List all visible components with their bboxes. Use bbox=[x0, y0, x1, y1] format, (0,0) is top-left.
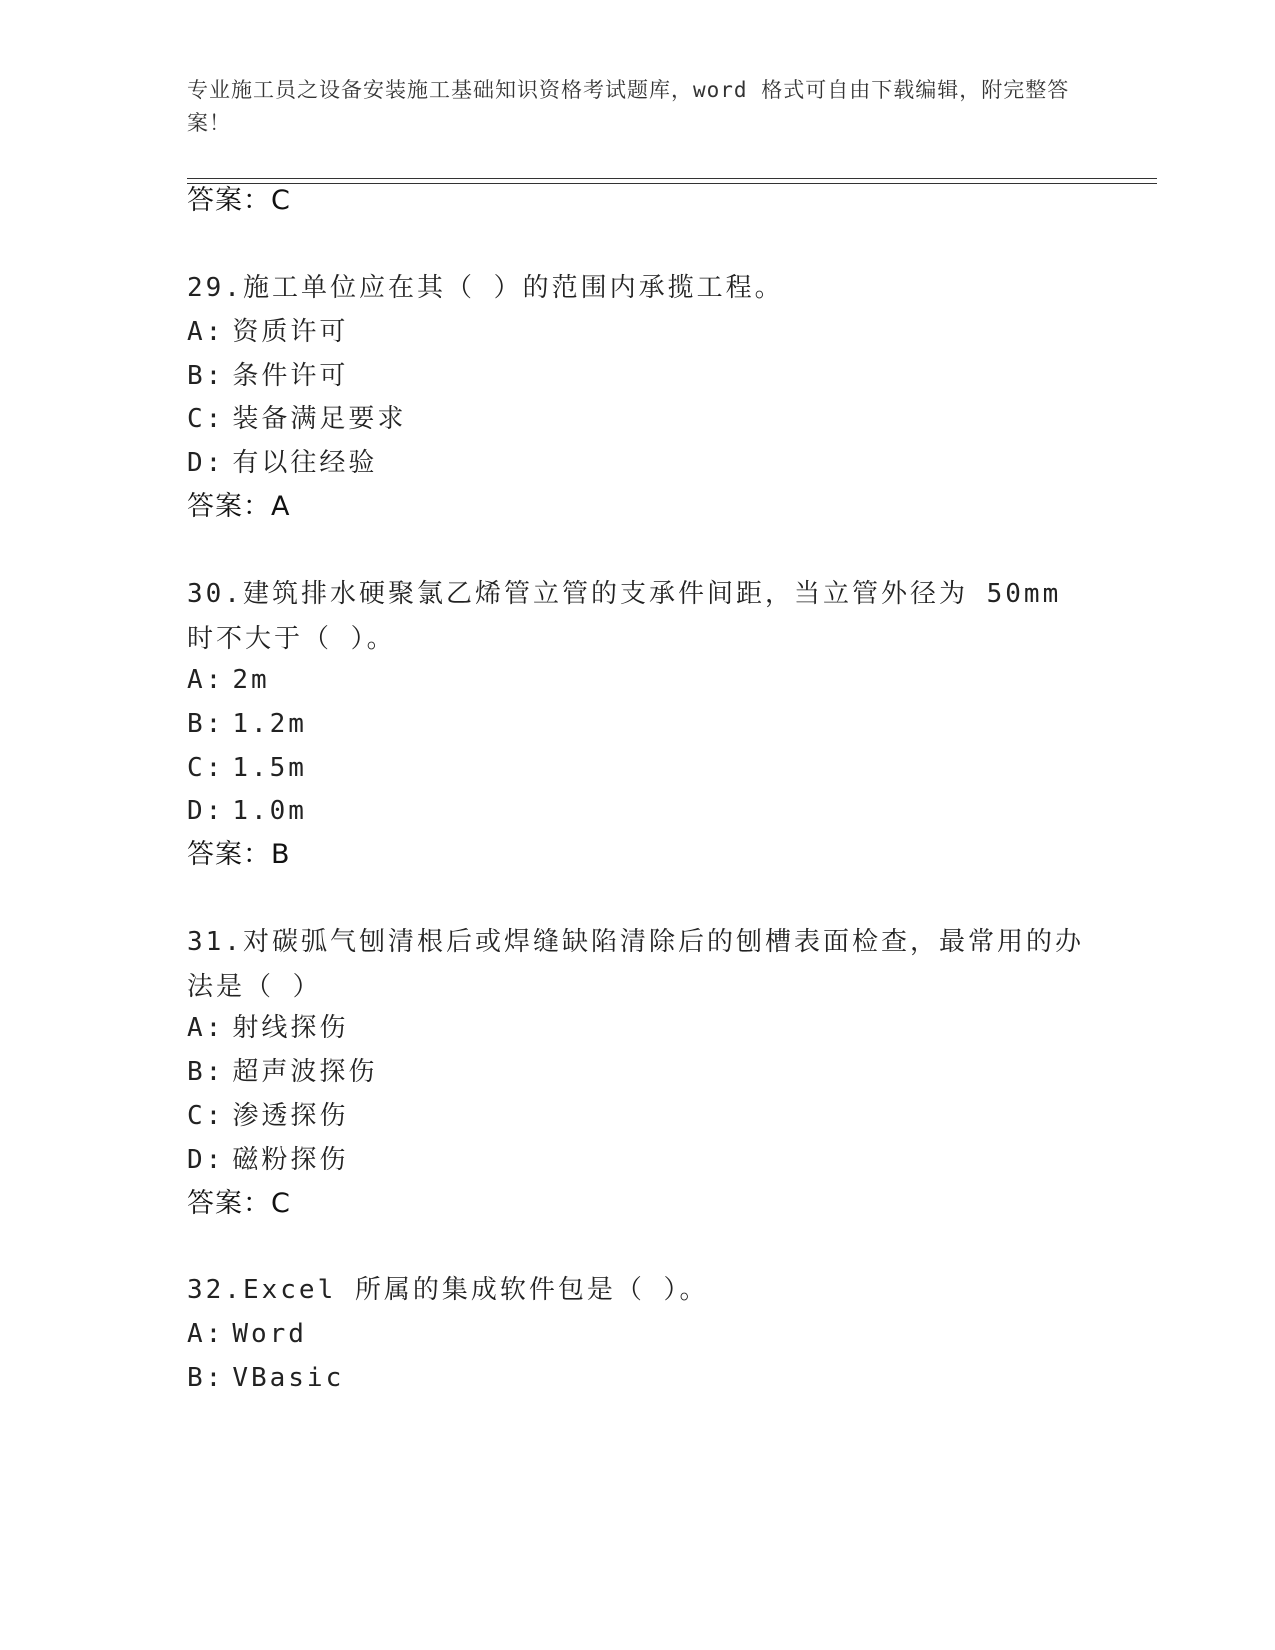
question-29-answer: 答案：A bbox=[187, 491, 291, 522]
header-divider-top bbox=[187, 178, 1157, 179]
header-divider-bottom bbox=[187, 183, 1157, 184]
document-page bbox=[187, 0, 1157, 1650]
previous-answer: 答案：C bbox=[187, 185, 291, 216]
document-header: 专业施工员之设备安装施工基础知识资格考试题库，word 格式可自由下载编辑，附完整答案！ bbox=[187, 78, 1070, 135]
question-30-option-a: A: 2m bbox=[187, 665, 270, 695]
question-32-option-b: B: VBasic bbox=[187, 1363, 345, 1393]
question-29-stem: 29.施工单位应在其（ ）的范围内承揽工程。 bbox=[187, 273, 784, 303]
question-31-stem: 31.对碳弧气刨清根后或焊缝缺陷清除后的刨槽表面检查，最常用的办法是（ ） bbox=[187, 927, 1084, 1002]
question-31-option-a: A: 射线探伤 bbox=[187, 1013, 349, 1043]
question-30-stem: 30.建筑排水硬聚氯乙烯管立管的支承件间距，当立管外径为 50mm 时不大于（ ）。 bbox=[187, 579, 1062, 654]
question-31-answer: 答案：C bbox=[187, 1188, 291, 1219]
question-30-answer: 答案：B bbox=[187, 839, 291, 870]
question-30-option-d: D: 1.0m bbox=[187, 796, 307, 826]
question-30-option-c: C: 1.5m bbox=[187, 753, 307, 783]
question-29-option-a: A: 资质许可 bbox=[187, 317, 349, 347]
question-32-option-a: A: Word bbox=[187, 1319, 307, 1349]
question-31-option-c: C: 渗透探伤 bbox=[187, 1101, 349, 1131]
question-29-option-b: B: 条件许可 bbox=[187, 361, 349, 391]
question-29-option-d: D: 有以往经验 bbox=[187, 448, 378, 478]
question-29-option-c: C: 装备满足要求 bbox=[187, 404, 407, 434]
question-30-option-b: B: 1.2m bbox=[187, 709, 307, 739]
question-31-option-b: B: 超声波探伤 bbox=[187, 1057, 378, 1087]
question-31-option-d: D: 磁粉探伤 bbox=[187, 1145, 349, 1175]
question-32-stem: 32.Excel 所属的集成软件包是（ ）。 bbox=[187, 1275, 709, 1305]
